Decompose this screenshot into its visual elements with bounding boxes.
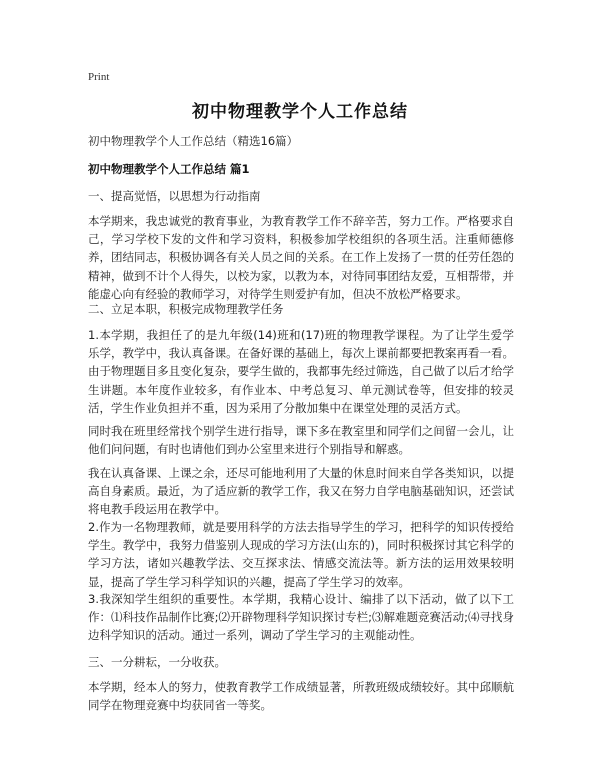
print-link[interactable]: Print bbox=[88, 71, 110, 83]
heading-3: 三、一分耕耘，一分收获。 bbox=[88, 655, 226, 669]
paragraph-4: 我在认真备课、上课之余，还尽可能地利用了大量的休息时间来自学各类知识，以提高自身素质。最近，为了适应新的教学工作，我又在努力自学电脑基础知识，还尝试将电教手段运用在教学中。 bbox=[88, 466, 514, 517]
heading-2: 二、立足本职，积极完成物理教学任务 bbox=[88, 302, 284, 316]
paragraph-7: 本学期，经本人的努力，使教育教学工作成绩显著，所教班级成绩较好。其中邱顺航同学在物理竞赛中均获同省一等奖。 bbox=[88, 680, 514, 713]
paragraph-6: 3.我深知学生组织的重要性。本学期，我精心设计、编排了以下活动，做了以下工作：⑴科技作品制作比赛;⑵开辟物理科学知识探讨专栏;⑶解难题竞赛活动;⑷寻找身边科学知识的活动。通过一系列，调动了学生学习的主观能动性。 bbox=[88, 592, 514, 643]
section-heading: 初中物理教学个人工作总结 篇1 bbox=[88, 162, 250, 176]
paragraph-3: 同时我在班里经常找个别学生进行指导，课下多在教室里和同学们之间留一会儿，让他们问问题，有时也请他们到办公室里来进行个别指导和解惑。 bbox=[88, 424, 514, 457]
paragraph-2: 1.本学期，我担任了的是九年级(14)班和(17)班的物理教学课程。为了让学生爱学乐学，教学中，我认真备课。在备好课的基础上，每次上课前都要把教案再看一看。由于物理题目多且变化复杂，要学生做的，我都事先经过筛选，自己做了以后才给学生讲题。本年度作业较多，有作业本、中考总复习、单元测试卷等，但安排的较灵活，学生作业负担并不重，因为采用了分散加集中在课堂处理的灵活方式。 bbox=[88, 328, 514, 415]
document-subtitle: 初中物理教学个人工作总结（精选16篇） bbox=[88, 134, 299, 148]
paragraph-1: 本学期来，我忠诚党的教育事业，为教育教学工作不辞辛苦，努力工作。严格要求自己，学习学校下发的文件和学习资料，积极参加学校组织的各项生活。注重师德修养，团结同志，积极协调各有关人员之间的关系。在工作上发扬了一贯的任劳任怨的精神，做到不计个人得失，以校为家，以教为本，对待同事团结友爱，互相帮带，并能虚心向有经验的教师学习，对待学生则爱护有加，但决不放松严格要求。 bbox=[88, 214, 514, 301]
page-title: 初中物理教学个人工作总结 bbox=[192, 102, 408, 122]
paragraph-5: 2.作为一名物理教师，就是要用科学的方法去指导学生的学习，把科学的知识传授给学生。教学中，我努力借鉴别人现成的学习方法(山东的)，同时积极探讨其它科学的学习方法，诸如兴趣教学法、交互探求法、情感交流法等。新方法的运用效果较明显，提高了学生学习科学知识的兴趣，提高了学生学习的效率。 bbox=[88, 520, 514, 589]
heading-1: 一、提高觉悟，以思想为行动指南 bbox=[88, 189, 261, 203]
